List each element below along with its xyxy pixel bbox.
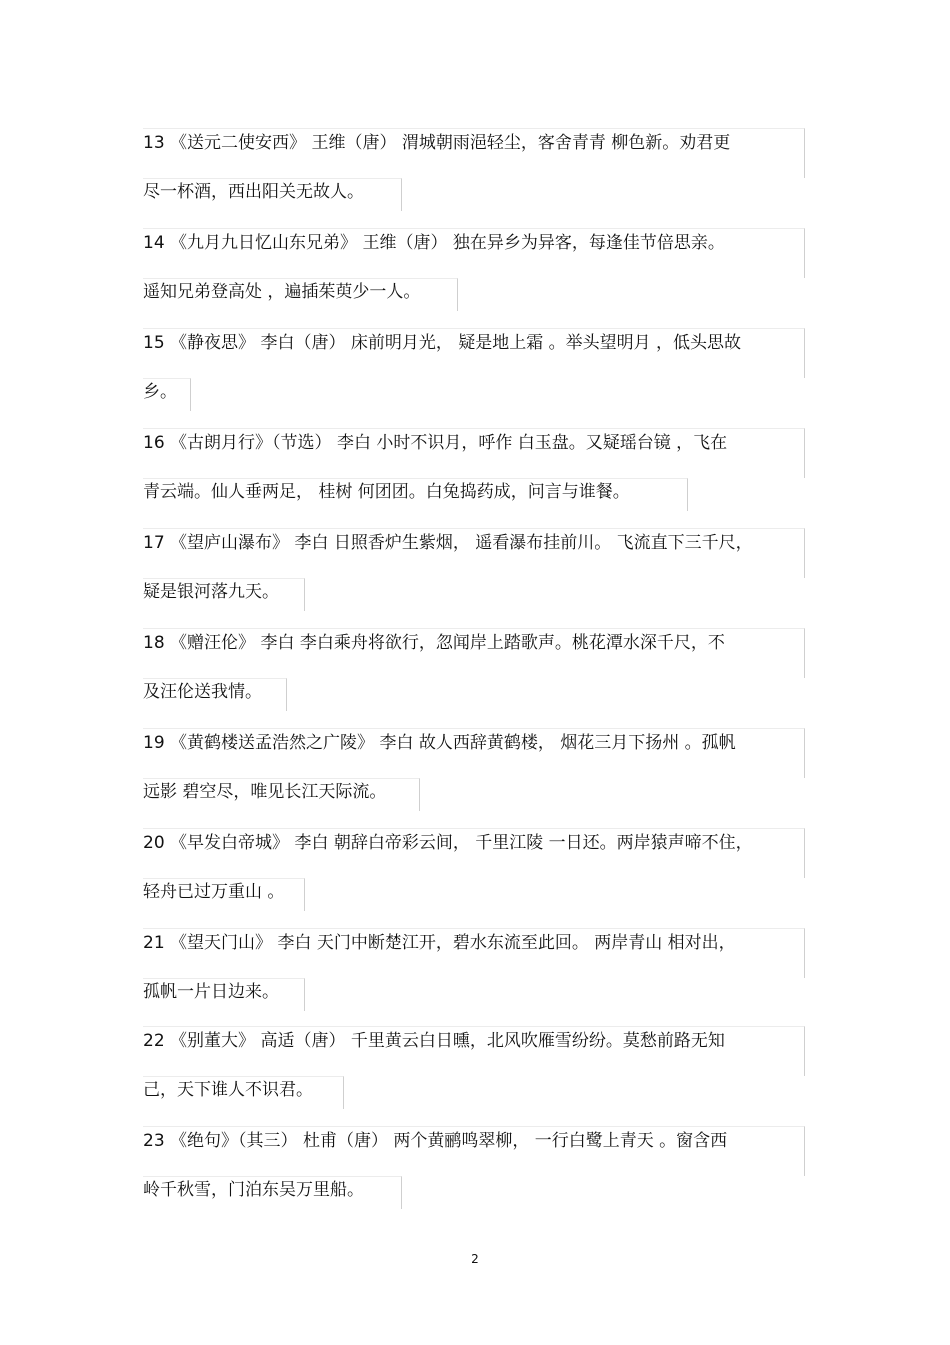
- poem-line-1: [143, 628, 805, 678]
- poem-line-2: [143, 178, 805, 228]
- poem-line-2: [143, 778, 805, 828]
- poem-line-1: [143, 528, 805, 578]
- poem-entry-13: [143, 128, 805, 228]
- poem-text: 及汪伦送我情。: [143, 682, 262, 702]
- poem-text: 19 《黄鹤楼送孟浩然之广陵》 李白 故人西辞黄鹤楼， 烟花三月下扬州 。孤帆: [143, 733, 736, 753]
- poem-entry-21: [143, 928, 805, 1028]
- poem-text: 孤帆一片日边来。: [143, 982, 279, 1002]
- poem-entry-16: [143, 428, 805, 528]
- poem-line-2: [143, 878, 805, 928]
- poem-entry-15: [143, 328, 805, 428]
- poem-entry-23: [143, 1126, 805, 1226]
- poem-text: 20 《早发白帝城》 李白 朝辞白帝彩云间， 千里江陵 一日还。两岸猿声啼不住，: [143, 833, 753, 853]
- poem-line-1: [143, 928, 805, 978]
- poem-text: 23 《绝句》（其三） 杜甫（唐） 两个黄鹂鸣翠柳， 一行白鹭上青天 。窗含西: [143, 1131, 728, 1151]
- poem-line-2: [143, 678, 805, 728]
- poem-line-2: [143, 278, 805, 328]
- poem-entry-19: [143, 728, 805, 828]
- poem-entry-14: [143, 228, 805, 328]
- poem-text: 22 《别董大》 高适（唐） 千里黄云白日曛，北风吹雁雪纷纷。莫愁前路无知: [143, 1031, 725, 1051]
- poem-text: 遥知兄弟登高处 ，遍插茱萸少一人。: [143, 282, 421, 302]
- poem-text: 乡。: [143, 382, 177, 402]
- poem-line-1: [143, 728, 805, 778]
- poem-text: 尽一杯酒，西出阳关无故人。: [143, 182, 364, 202]
- poem-text: 13 《送元二使安西》 王维（唐） 渭城朝雨浥轻尘，客舍青青 柳色新。劝君更: [143, 133, 731, 153]
- poem-line-1: [143, 328, 805, 378]
- poem-line-2: [143, 1176, 805, 1226]
- poem-entry-17: [143, 528, 805, 628]
- poem-text: 16 《古朗月行》（节选） 李白 小时不识月，呼作 白玉盘。又疑瑶台镜 ，飞在: [143, 433, 728, 453]
- poem-text: 疑是银河落九天。: [143, 582, 279, 602]
- poem-line-1: [143, 1026, 805, 1076]
- poem-text: 青云端。仙人垂两足， 桂树 何团团。白兔捣药成，问言与谁餐。: [143, 482, 630, 502]
- poem-text: 岭千秋雪，门泊东吴万里船。: [143, 1180, 364, 1200]
- poem-text: 己，天下谁人不识君。: [143, 1080, 313, 1100]
- poem-entry-22: [143, 1026, 805, 1126]
- poem-entry-18: [143, 628, 805, 728]
- poem-line-1: [143, 228, 805, 278]
- poem-line-2: [143, 478, 805, 528]
- poem-line-2: [143, 378, 805, 428]
- poem-line-1: [143, 428, 805, 478]
- poem-line-2: [143, 578, 805, 628]
- poem-text: 15 《静夜思》 李白（唐） 床前明月光， 疑是地上霜 。举头望明月 ，低头思故: [143, 333, 742, 353]
- poem-line-1: [143, 1126, 805, 1176]
- poem-text: 14 《九月九日忆山东兄弟》 王维（唐） 独在异乡为异客，每逢佳节倍思亲。: [143, 233, 725, 253]
- poem-line-2: [143, 1076, 805, 1126]
- poem-entry-20: [143, 828, 805, 928]
- poem-line-1: [143, 128, 805, 178]
- poem-text: 21 《望天门山》 李白 天门中断楚江开，碧水东流至此回。 两岸青山 相对出，: [143, 933, 736, 953]
- poem-text: 17 《望庐山瀑布》 李白 日照香炉生紫烟， 遥看瀑布挂前川。 飞流直下三千尺，: [143, 533, 753, 553]
- poem-text: 远影 碧空尽，唯见长江天际流。: [143, 782, 387, 802]
- poem-line-1: [143, 828, 805, 878]
- poem-line-2: [143, 978, 805, 1028]
- poem-text: 轻舟已过万重山 。: [143, 882, 285, 902]
- page-number: 2: [471, 1252, 479, 1266]
- poem-text: 18 《赠汪伦》 李白 李白乘舟将欲行，忽闻岸上踏歌声。桃花潭水深千尺，不: [143, 633, 725, 653]
